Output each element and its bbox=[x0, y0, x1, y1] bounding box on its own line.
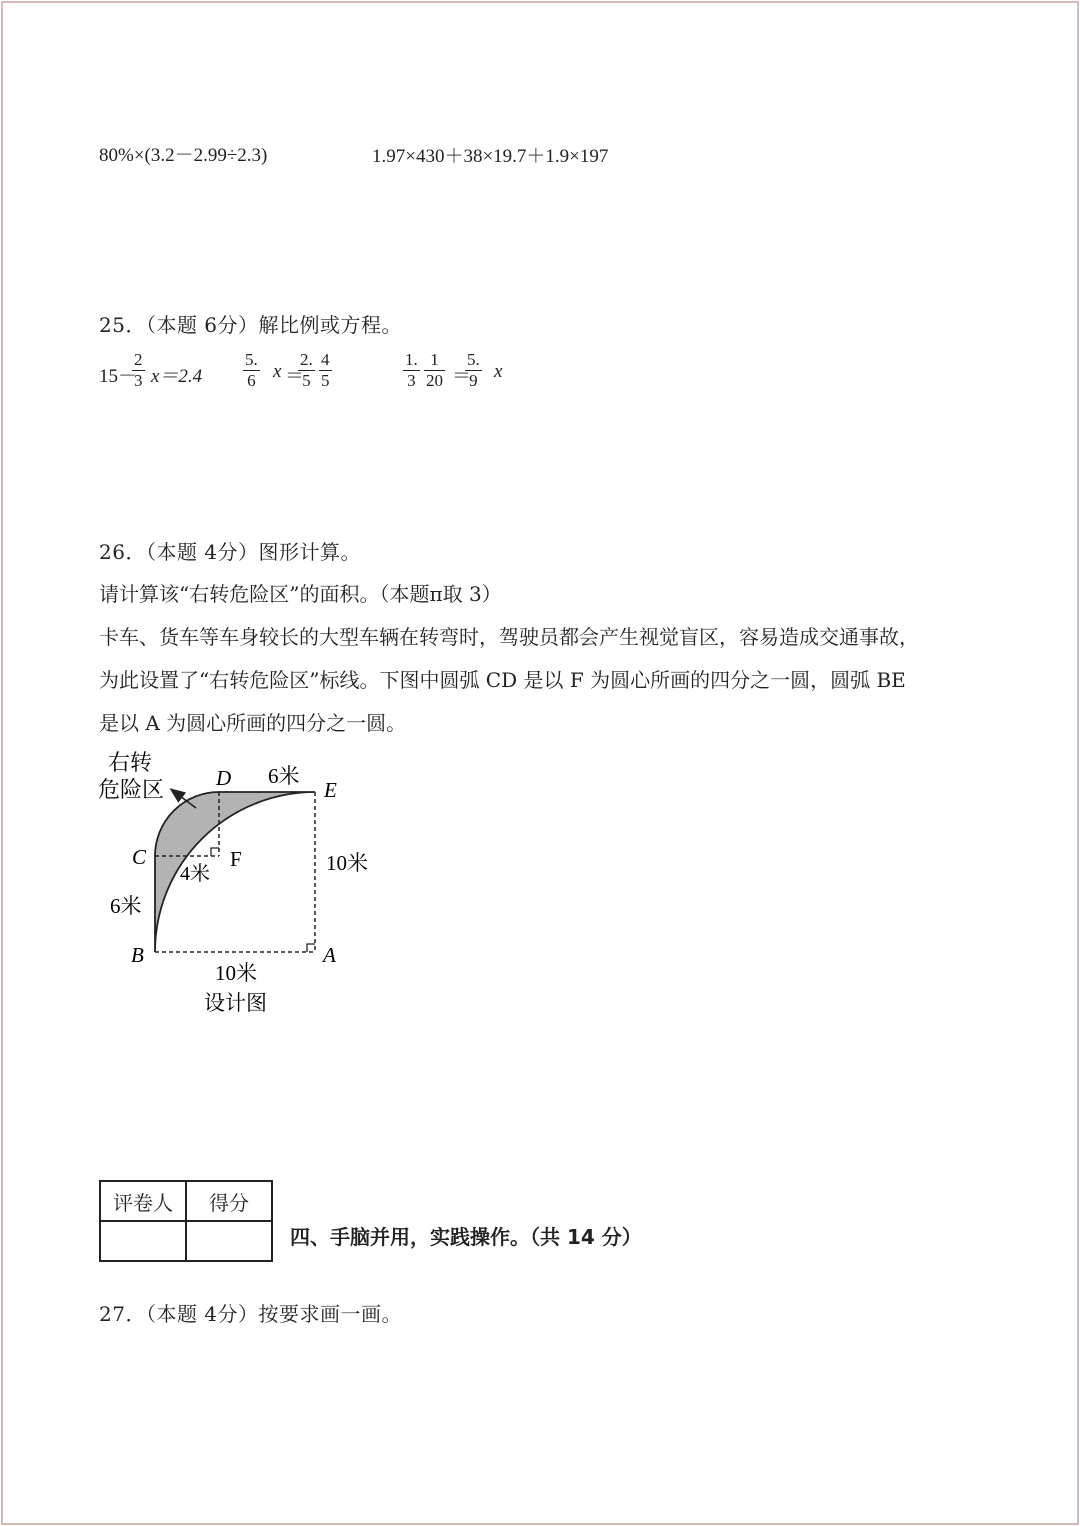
question-25-title: 25．（本题 6分）解比例或方程。 bbox=[99, 313, 403, 337]
question-26-title: 26．（本题 4分）图形计算。 bbox=[99, 540, 362, 564]
right-angle-A bbox=[307, 944, 315, 952]
danger-zone-shading bbox=[155, 792, 315, 952]
score-box bbox=[99, 1180, 273, 1262]
eq3-f3-num: 5. bbox=[467, 350, 480, 369]
eq1-lead: 15－ bbox=[99, 366, 138, 387]
section-4-title: 四、手脑并用，实践操作。（共 14 分） bbox=[290, 1225, 642, 1249]
expression-1: 80%×(3.2－2.99÷2.3) bbox=[99, 145, 268, 166]
point-D-label: D bbox=[216, 766, 232, 790]
eq2-f2-den: 5 bbox=[302, 371, 311, 390]
eq1-frac-den: 3 bbox=[134, 371, 143, 390]
eq3-fraction-3 bbox=[465, 350, 482, 391]
eq2-f1-num: 5. bbox=[245, 350, 258, 369]
figure-caption: 设计图 bbox=[204, 991, 267, 1015]
q26-line-2: 卡车、货车等车身较长的大型车辆在转弯时，驾驶员都会产生视觉盲区，容易造成交通事故， bbox=[99, 625, 919, 649]
eq2-equals: ＝ bbox=[285, 366, 305, 387]
eq3-f1-den: 3 bbox=[407, 371, 416, 390]
expression-2: 1.97×430＋38×19.7＋1.9×197 bbox=[372, 146, 609, 167]
zone-label-line1: 右转 bbox=[108, 750, 153, 775]
point-F-label: F bbox=[230, 847, 242, 871]
design-figure bbox=[0, 0, 420, 1030]
point-B-label: B bbox=[131, 943, 144, 967]
score-box-score-cell[interactable] bbox=[186, 1221, 272, 1261]
eq3-fraction-2 bbox=[424, 350, 445, 391]
right-angle-F bbox=[211, 848, 219, 856]
q26-line-3: 为此设置了“右转危险区”标线。下图中圆弧 CD 是以 F 为圆心所画的四分之一圆，圆弧 BE bbox=[99, 668, 906, 692]
eq2-x: x bbox=[273, 361, 282, 382]
length-CB-label: 6米 bbox=[110, 894, 142, 918]
eq3-f1-num: 1. bbox=[405, 350, 418, 369]
score-box-score-header: 得分 bbox=[186, 1181, 272, 1221]
length-CF-label: 4米 bbox=[180, 863, 210, 885]
eq3-f2-num: 1 bbox=[424, 350, 445, 371]
eq1-tail: x＝2.4 bbox=[151, 366, 203, 387]
eq2-f3-num: 4 bbox=[321, 350, 330, 369]
eq3-equals: ＝ bbox=[452, 366, 472, 387]
point-C-label: C bbox=[132, 845, 147, 869]
q26-line-4: 是以 A 为圆心所画的四分之一圆。 bbox=[99, 711, 407, 735]
eq2-f3-den: 5 bbox=[321, 371, 330, 390]
question-27-title: 27．（本题 4分）按要求画一画。 bbox=[99, 1302, 403, 1326]
eq3-x: x bbox=[494, 361, 503, 382]
eq1-frac-num: 2 bbox=[134, 350, 143, 369]
score-box-grader-header: 评卷人 bbox=[100, 1181, 186, 1221]
eq2-f2-num: 2. bbox=[300, 350, 313, 369]
length-DE-label: 6米 bbox=[268, 764, 300, 788]
length-BA-label: 10米 bbox=[215, 961, 257, 985]
length-EA-label: 10米 bbox=[326, 851, 368, 875]
zone-label-line2: 危险区 bbox=[98, 777, 165, 802]
q26-line-1: 请计算该“右转危险区”的面积。（本题π取 3） bbox=[99, 582, 502, 606]
eq3-f3-den: 9 bbox=[469, 371, 478, 390]
score-box-grader-cell[interactable] bbox=[100, 1221, 186, 1261]
eq3-f2-den: 20 bbox=[426, 371, 443, 390]
point-E-label: E bbox=[324, 778, 337, 802]
point-A-label: A bbox=[323, 943, 336, 967]
eq2-f1-den: 6 bbox=[247, 371, 256, 390]
